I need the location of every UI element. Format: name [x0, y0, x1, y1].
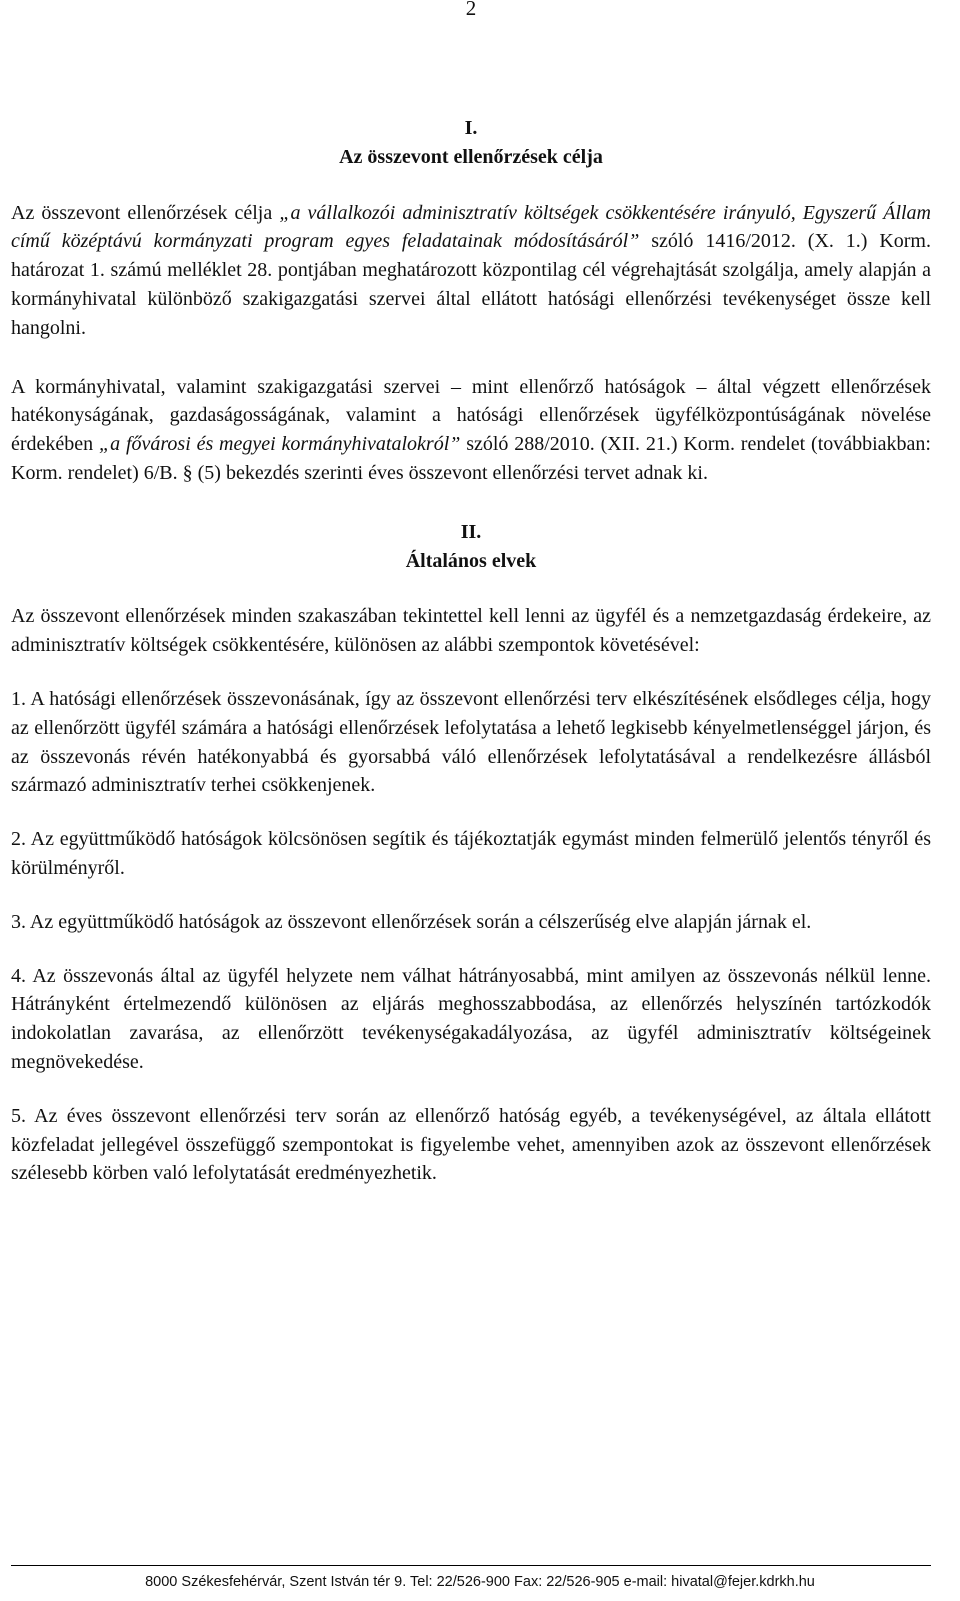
principle-item-5: 5. Az éves összevont ellenőrzési terv során az ellenőrző hatóság egyéb, a tevékenységével, az általa ellátott közfeladat jellegével összefüggő szempontokat is figyelembe vehet, amennyiben azok az összevont ellenőrzések szélesebb körben való lefolytatását eredményezhetik. — [11, 1104, 931, 1185]
section-2-title: Általános elvek — [405, 549, 537, 572]
section-2-intro: Az összevont ellenőrzések minden szakaszában tekintettel kell lenni az ügyfél és a nemzetgazdaság érdekeire, az adminisztratív költségek csökkentésére, különösen az alábbi szempontok követésével: — [11, 605, 931, 657]
paragraph-text: szóló 288/2010. (XII. 21.) Korm. rendelet (továbbiakban: Korm. rendelet) 6/B. § (5) bekezdés szerinti éves összevont ellenőrzési tervet adnak ki. — [11, 433, 931, 484]
cited-title: „a vállalkozói adminisztratív költségek csökkentésére irányuló, Egyszerű Állam című középtávú kormányzati program egyes feladatainak módosításáról” — [11, 201, 931, 253]
principle-item-2: 2. Az együttműködő hatóságok kölcsönösen segítik és tájékoztatják egymást minden felmerülő jelentős tényről és körülményről. — [11, 828, 931, 879]
page-number: 2 — [465, 0, 477, 20]
section-2-heading — [11, 518, 931, 576]
section-1-paragraph-1 — [11, 199, 931, 343]
footer-divider — [11, 1565, 931, 1566]
principle-item-4: 4. Az összevonás által az ügyfél helyzete nem válhat hátrányosabbá, mint amilyen az összevonás nélkül lenne. Hátrányként értelmezendő különösen az eljárás meghosszabbodása, az ellenőrzés helyszínén tartózkodók indokolatlan zavarása, az ellenőrzött tevékenységakadályozása, az ügyfél adminisztratív költségeinek megnövekedése. — [11, 964, 931, 1073]
footer-contact: 8000 Székesfehérvár, Szent István tér 9. Tel: 22/526-900 Fax: 22/526-905 e-mail: hivatal@fejer.kdrkh.hu — [145, 1574, 815, 1590]
section-1-paragraph-2 — [11, 373, 931, 488]
section-1-title: Az összevont ellenőrzések célja — [339, 145, 603, 168]
principle-item-1: 1. A hatósági ellenőrzések összevonásának, így az összevont ellenőrzési terv elkészítésének elsődleges célja, hogy az ellenőrzött ügyfél számára a hatósági ellenőrzések lefolytatása a lehető legkisebb kényelmetlenséggel járjon, és az összevonás révén hatékonyabbá és gyorsabbá váló ellenőrzések lefolytatásával a rendelkezésre állásból származó adminisztratív terhei csökkenjenek. — [11, 687, 931, 797]
section-1-heading — [11, 114, 931, 172]
paragraph-text: A kormányhivatal, valamint szakigazgatási szervei – mint ellenőrző hatóságok – által végzett ellenőrzések hatékonyságának, gazdaságosságának, valamint a hatósági ellenőrzések ügyfélközpontúságának növelése érdekében — [11, 375, 931, 456]
principle-item-3: 3. Az együttműködő hatóságok az összevont ellenőrzések során a célszerűség elve alapján járnak el. — [11, 910, 812, 933]
section-1-numeral: I. — [464, 117, 478, 139]
document-body — [11, 114, 931, 1188]
section-2-numeral: II. — [460, 520, 482, 543]
cited-title: „a fővárosi és megyei kormányhivatalokról” — [99, 433, 461, 456]
paragraph-text: szóló 1416/2012. (X. 1.) Korm. határozat 1. számú melléklet 28. pontjában meghatározott központilag cél végrehajtását szolgálja, amely alapján a kormányhivatal különböző szakigazgatási szervei által ellátott hatósági ellenőrzési tevékenységet össze kell hangolni. — [11, 230, 931, 339]
paragraph-text: Az összevont ellenőrzések célja — [11, 201, 280, 224]
